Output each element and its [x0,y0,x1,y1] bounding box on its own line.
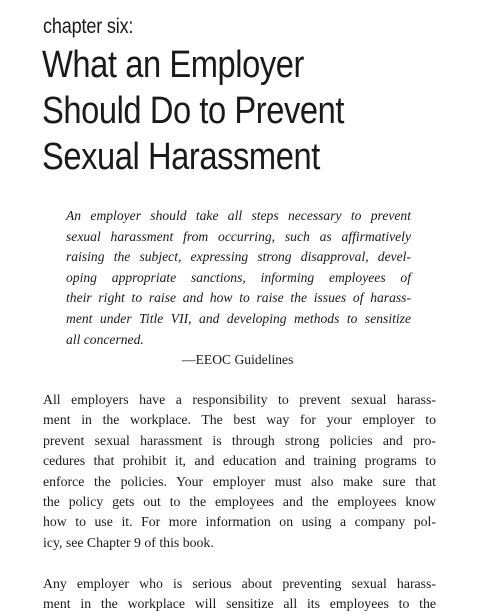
body-paragraph [43,390,436,553]
body-line: ment in the workplace. The best way for your employer to [43,412,436,428]
chapter-title-line: What an Employer [42,44,304,86]
body-line: the policy gets out to the employees and the employees know [43,494,436,510]
epigraph-line: raising the subject, expressing strong disapproval, devel- [66,249,411,265]
epigraph-line: ment under Title VII, and developing methods to sensitize [66,310,411,326]
body-line: ment in the workplace will sensitize all its employees to the [43,596,436,612]
body-line: All employers have a responsibility to prevent sexual harass- [43,392,436,407]
body-line: prevent sexual harassment is through strong policies and pro- [43,432,436,448]
epigraph-line: An employer should take all steps necessary to prevent [66,208,411,223]
body-paragraph [43,574,436,615]
epigraph-line: oping appropriate sanctions, informing employees of [66,269,411,285]
epigraph-line: all concerned. [66,331,144,347]
body-line: enforce the policies. Your employer must also make sure that [43,473,436,489]
epigraph-quote [66,206,411,350]
epigraph-attribution: —EEOC Guidelines [182,352,294,367]
body-line: Any employer who is serious about preventing sexual harass- [43,576,436,591]
epigraph-line: their right to raise and how to raise the issues of harass- [66,290,411,306]
body-line: how to use it. For more information on using a company pol- [43,514,436,530]
body-line: icy, see Chapter 9 of this book. [43,534,214,550]
chapter-label: chapter six: [43,15,134,38]
chapter-title-line: Sexual Harassment [42,136,320,178]
chapter-title [42,42,344,180]
chapter-title-line: Should Do to Prevent [42,90,345,132]
body-line: cedures that prohibit it, and education and training programs to [43,453,436,469]
epigraph-line: sexual harassment from occurring, such as affirmatively [66,228,411,244]
